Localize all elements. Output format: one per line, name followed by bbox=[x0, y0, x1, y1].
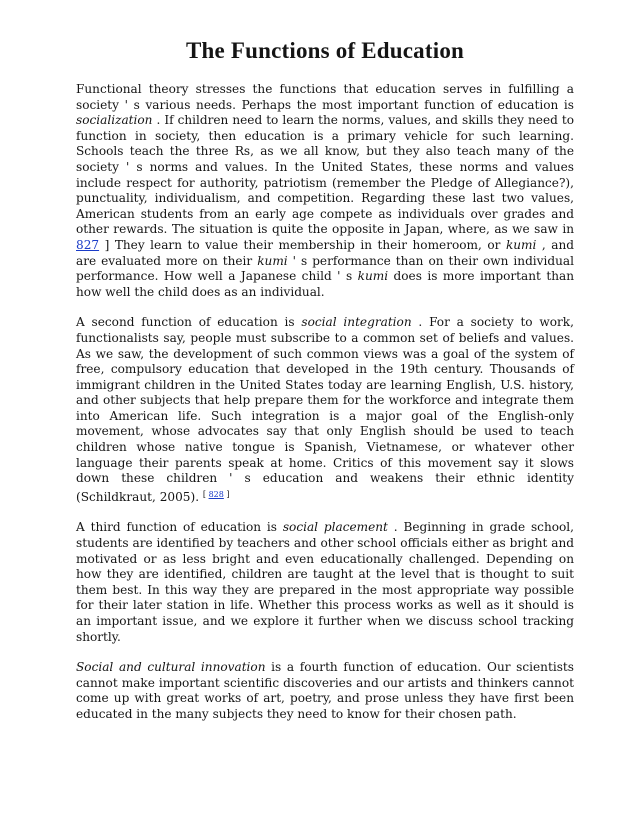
p1-text-4: , and are evaluated more on their bbox=[76, 237, 574, 268]
paragraph-social-integration bbox=[76, 315, 574, 505]
term-social-cultural-innovation: Social and cultural innovation bbox=[76, 660, 266, 675]
footnote-close-bracket: ] bbox=[223, 489, 230, 499]
term-kumi: kumi bbox=[505, 237, 537, 252]
paragraph-socialization bbox=[76, 82, 574, 300]
p2-text-2: . For a society to work, functionalists say, people must subscribe to a common set of beliefs and values. As we saw, the development of such common views was a goal of the system of free, compulsory education that developed in the 19th century. Thousands of immigrant children in the United States today are learning English, U.S. history, and other subjects that help prepare them for the workforce and integrate them into American life. Such integration is a major goal of the English-only movement, whose advocates say that only English should be used to teach children whose native tongue is Spanish, Vietnamese, or whatever other language their parents speak at home. Critics of this movement say it slows down these children ' s education and weakens their ethnic identity (Schildkraut, 2005). bbox=[76, 315, 574, 504]
term-kumi: kumi bbox=[257, 253, 288, 268]
p4-text-1: is a fourth function of education. Our scientists cannot make important scientific discoveries and our artists and thinkers cannot come up with great works of art, poetry, and prose unless they have first been educated in the many subjects they need to know for their chosen path. bbox=[76, 660, 574, 721]
p1-text-1: Functional theory stresses the functions that education serves in fulfilling a society ' s various needs. Perhaps the most important function of education is bbox=[76, 82, 574, 112]
p2-text-1: A second function of education is bbox=[76, 315, 302, 330]
p3-text-1: A third function of education is bbox=[76, 520, 283, 535]
p3-text-2: . Beginning in grade school, students are identified by teachers and other school officials either as bright and motivated or as less bright and even educationally challenged. Depending on how they are identified, children are taught at the level that is thought to suit them best. In this way they are prepared in the most appropriate way possible for their later station in life. Whether this process works as well as it should is an important issue, and we explore it further when we discuss school tracking shortly. bbox=[76, 520, 575, 644]
term-kumi: kumi bbox=[357, 269, 389, 284]
term-social-placement: social placement bbox=[282, 520, 388, 535]
p1-text-6: does is more important than how well the child does as an individual. bbox=[76, 269, 574, 299]
p1-text-3: ] They learn to value their membership in their homeroom, or bbox=[99, 237, 506, 252]
term-social-integration: social integration bbox=[301, 315, 412, 330]
footnote-open-bracket: [ bbox=[202, 489, 209, 499]
term-socialization: socialization bbox=[76, 113, 153, 128]
reference-link-828[interactable]: 828 bbox=[208, 489, 224, 499]
page-title: The Functions of Education bbox=[185, 38, 465, 63]
paragraph-social-placement bbox=[76, 520, 574, 645]
paragraph-innovation bbox=[76, 660, 574, 722]
p1-text-2: . If children need to learn the norms, values, and skills they need to function in society, then education is a primary vehicle for such learning. Schools teach the three Rs, as we all know, but they also teach many of the society ' s norms and values. In the United States, these norms and values include respect for authority, patriotism (remember the Pledge of Allegiance?), punctuality, individualism, and competition. Regarding these last two values, American students from an early age compete as individuals over grades and other rewards. The situation is quite the opposite in Japan, where, as we saw in bbox=[76, 113, 574, 237]
reference-link-827[interactable]: 827 bbox=[76, 237, 100, 252]
p1-text-5: ' s performance than on their own individual performance. How well a Japanese child ' s bbox=[76, 253, 574, 284]
footnote-marker bbox=[203, 490, 230, 499]
